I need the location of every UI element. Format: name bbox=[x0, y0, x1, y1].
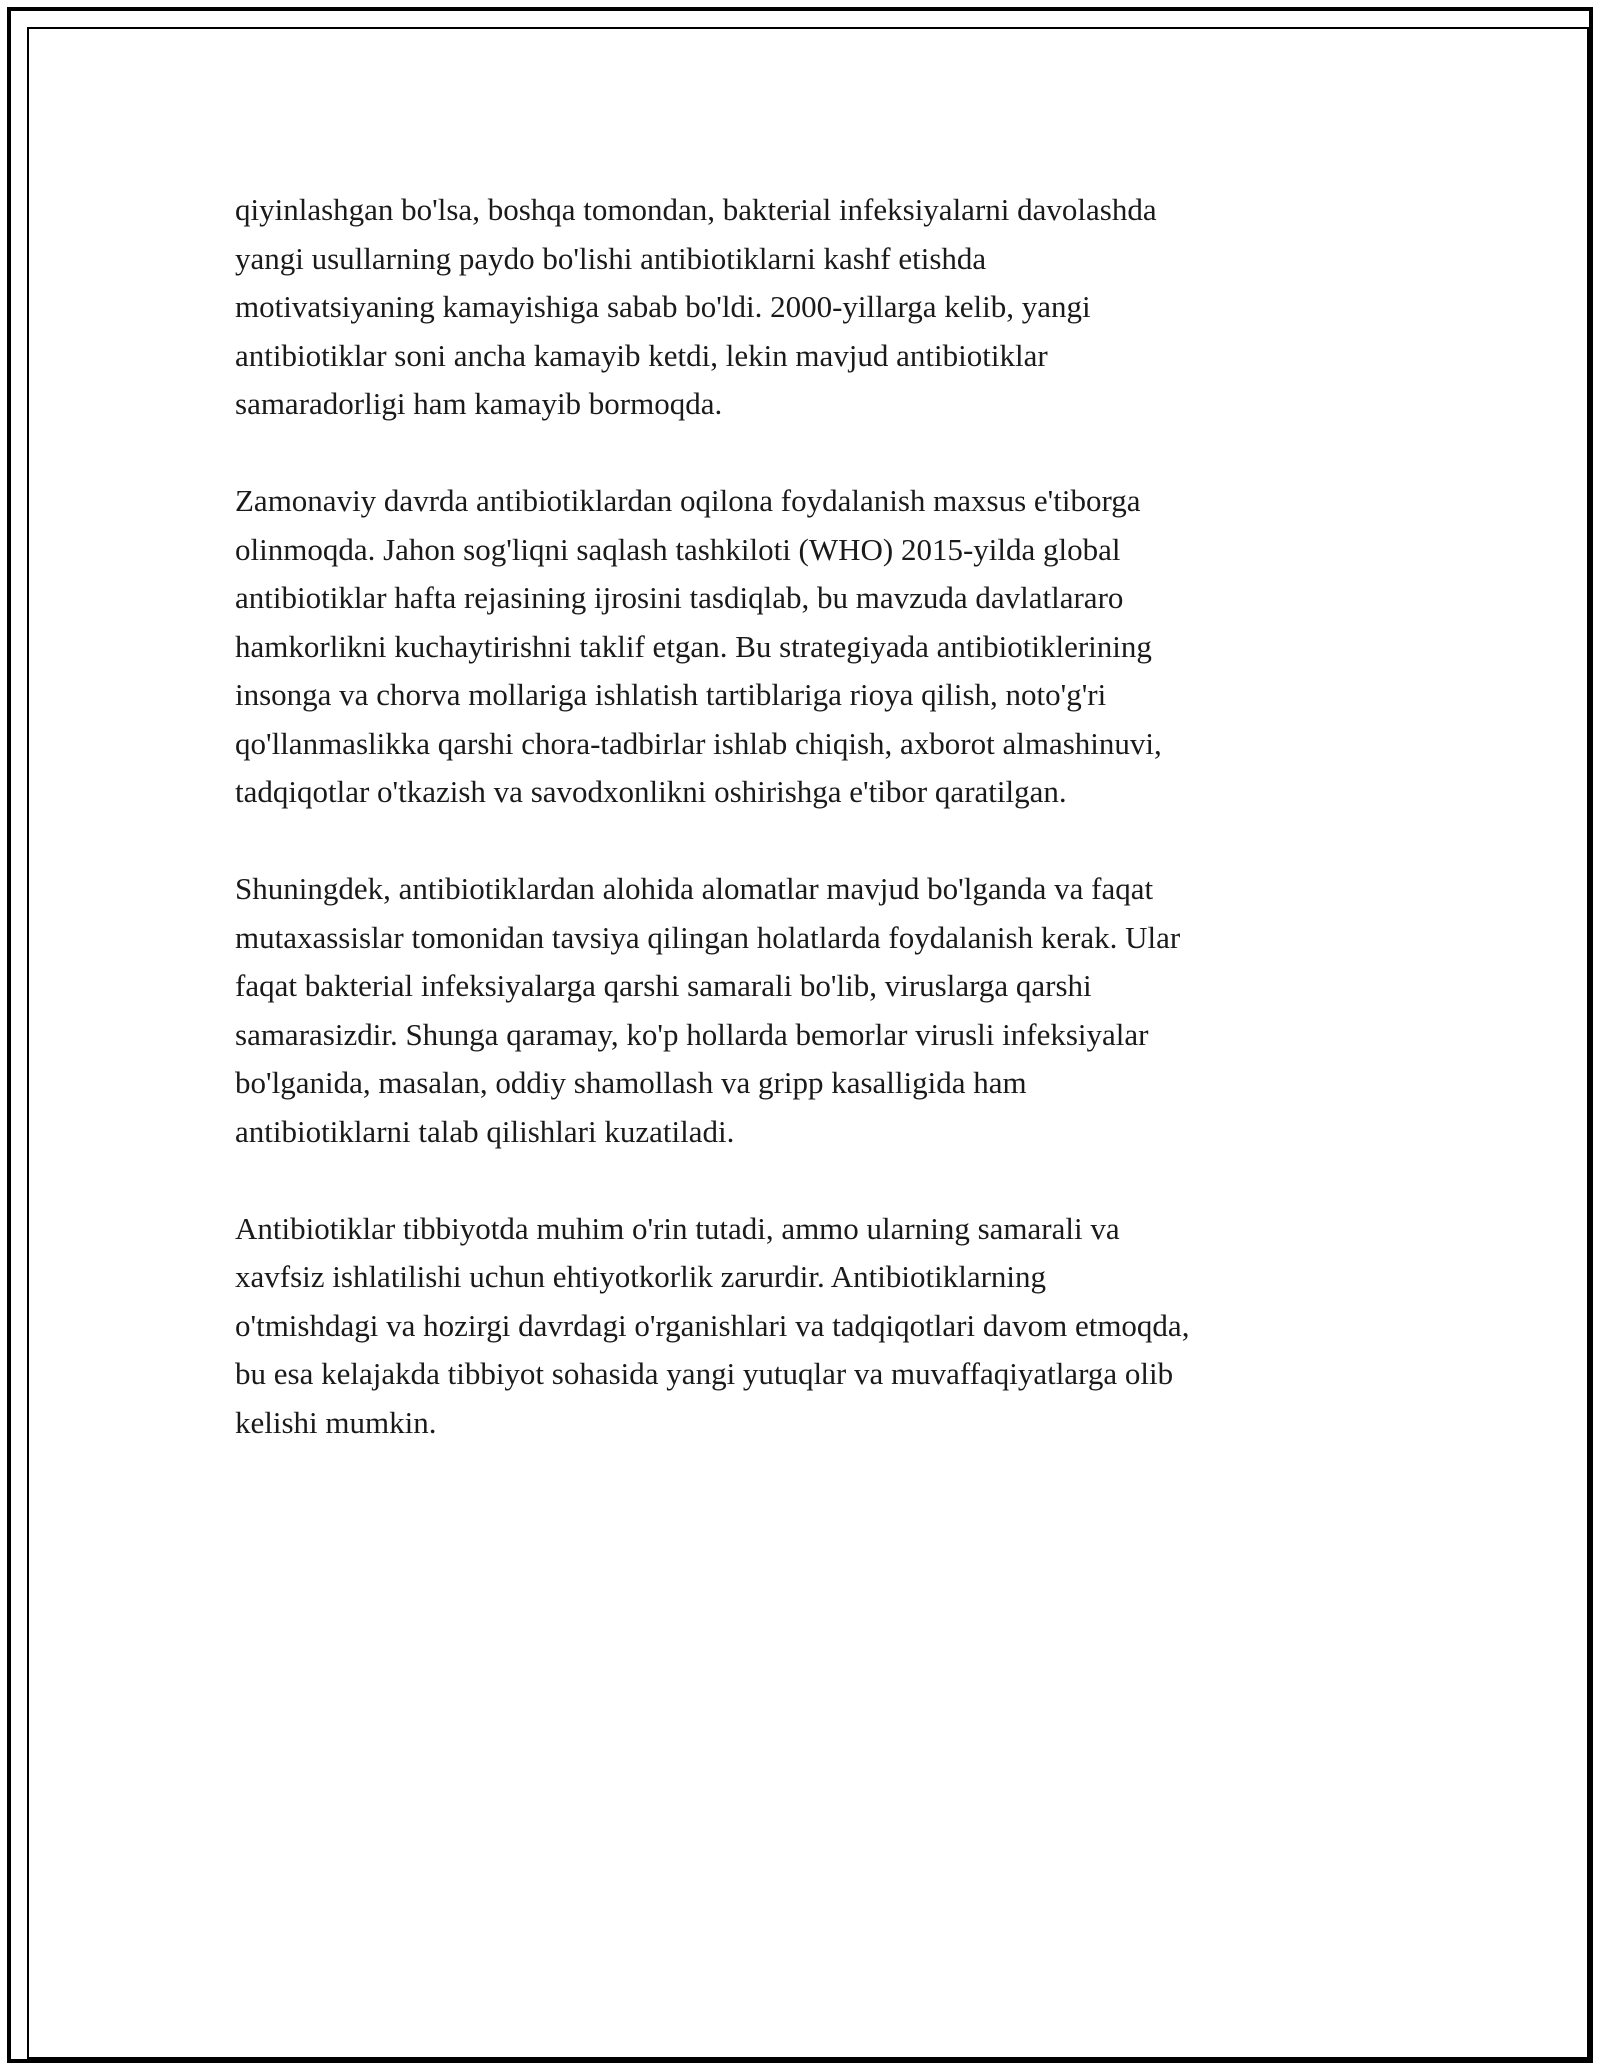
paragraph-2: Zamonaviy davrda antibiotiklardan oqilona foydalanish maxsus e'tiborga olinmoqda. Jahon sog'liqni saqlash tashkiloti (WHO) 2015-yilda global antibiotiklar hafta rejasining ijrosini tasdiqlab, bu mavzuda davlatlararo hamkorlikni kuchaytirishni taklif etgan. Bu strategiyada antibiotiklerining insonga va chorva mollariga ishlatish tartiblariga rioya qilish, noto'g'ri qo'llanmaslikka qarshi chora-tadbirlar ishlab chiqish, axborot almashinuvi, tadqiqotlar o'tkazish va savodxonlikni oshirishga e'tibor qaratilgan. bbox=[235, 483, 1162, 809]
document-body bbox=[235, 186, 1375, 1496]
paragraph-1: qiyinlashgan bo'lsa, boshqa tomondan, bakterial infeksiyalarni davolashda yangi usullarning paydo bo'lishi antibiotiklarni kashf etishda motivatsiyaning kamayishiga sabab bo'ldi. 2000-yillarga kelib, yangi antibiotiklar soni ancha kamayib ketdi, lekin mavjud antibiotiklar samaradorligi ham kamayib bormoqda. bbox=[235, 192, 1157, 421]
paragraph-4: Antibiotiklar tibbiyotda muhim o'rin tutadi, ammo ularning samarali va xavfsiz ishlatilishi uchun ehtiyotkorlik zarurdir. Antibiotiklarning o'tmishdagi va hozirgi davrdagi o'rganishlari va tadqiqotlari davom etmoqda, bu esa kelajakda tibbiyot sohasida yangi yutuqlar va muvaffaqiyatlarga olib kelishi mumkin. bbox=[235, 1210, 1190, 1440]
paragraph-3: Shuningdek, antibiotiklardan alohida alomatlar mavjud bo'lganda va faqat mutaxassislar tomonidan tavsiya qilingan holatlarda foydalanish kerak. Ular faqat bakterial infeksiyalarga qarshi samarali bo'lib, viruslarga qarshi samarasizdir. Shunga qaramay, ko'p hollarda bemorlar virusli infeksiyalar bo'lganida, masalan, oddiy shamollash va gripp kasalligida ham antibiotiklarni talab qilishlari kuzatiladi. bbox=[235, 871, 1181, 1149]
